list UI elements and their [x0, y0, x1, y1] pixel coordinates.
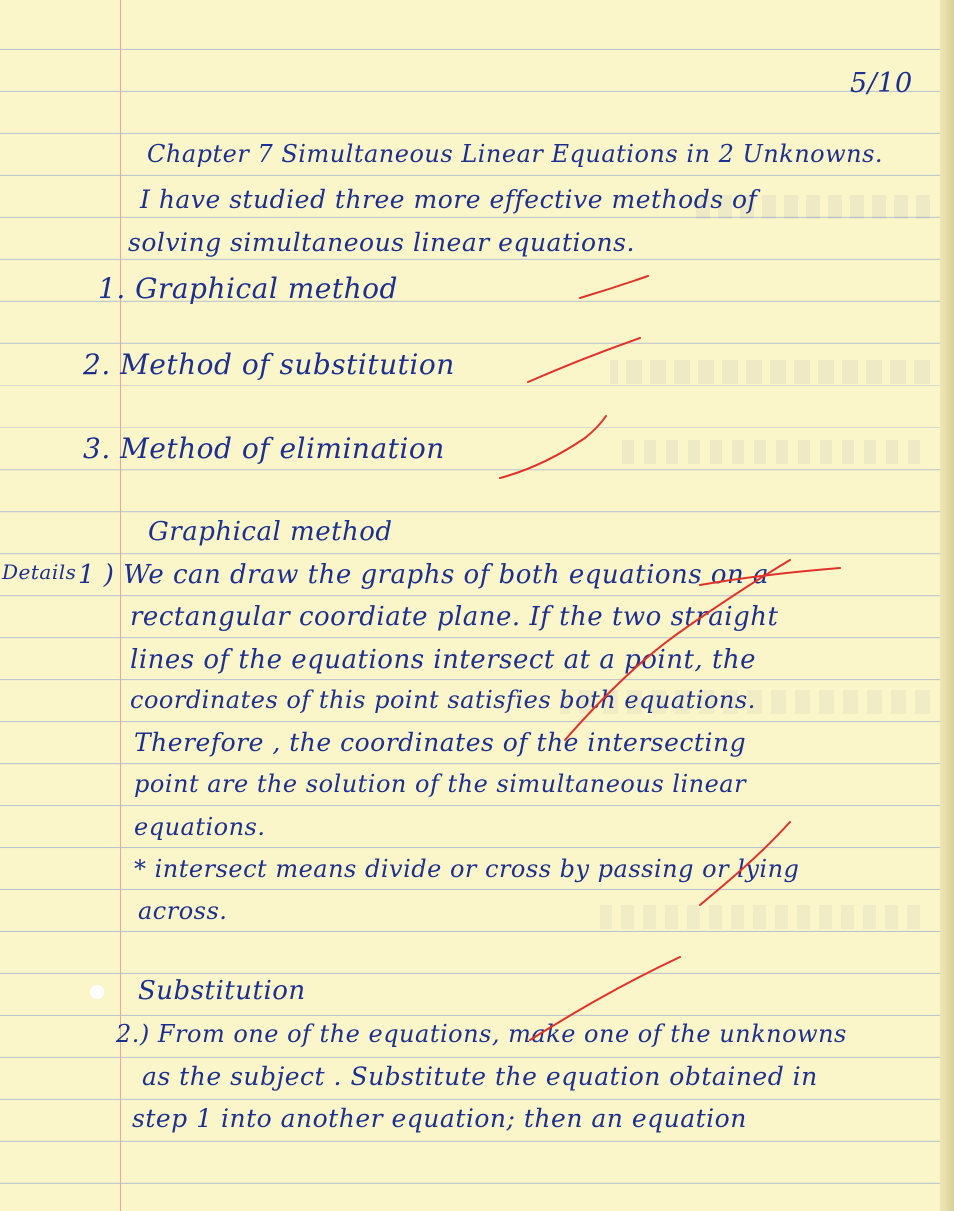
detail-line: * intersect means divide or cross by passing or lying	[134, 855, 800, 883]
red-tick-mark	[530, 957, 680, 1040]
method-item: 2. Method of substitution	[83, 348, 455, 381]
chapter-title: Chapter 7 Simultaneous Linear Equations in 2 Unknowns.	[147, 140, 884, 168]
red-tick-mark	[565, 560, 790, 740]
details-margin-label: Details	[2, 560, 77, 584]
red-underline-mark	[700, 568, 840, 585]
detail-line: 2.) From one of the equations, make one of the unknowns	[116, 1020, 847, 1048]
red-tick-mark	[700, 822, 790, 905]
detail-line: equations.	[134, 813, 266, 841]
intro-line: solving simultaneous linear equations.	[128, 228, 635, 257]
section-heading-substitution: Substitution	[138, 976, 306, 1006]
detail-line: 1 ) We can draw the graphs of both equations on a	[78, 560, 770, 590]
detail-line: coordinates of this point satisfies both equations.	[130, 686, 756, 714]
page-number: 5/10	[850, 68, 913, 99]
paper-blemish	[90, 985, 104, 999]
red-tick-mark	[580, 276, 648, 298]
red-tick-mark	[528, 338, 640, 382]
intro-line: I have studied three more effective methods of	[140, 185, 758, 214]
section-heading-graphical: Graphical method	[148, 517, 393, 547]
detail-line: point are the solution of the simultaneous linear	[134, 770, 747, 798]
detail-line: step 1 into another equation; then an equation	[132, 1104, 747, 1133]
detail-line: lines of the equations intersect at a point, the	[130, 645, 757, 675]
detail-line: as the subject . Substitute the equation obtained in	[142, 1062, 818, 1091]
red-tick-mark	[500, 416, 606, 478]
detail-line: across.	[138, 897, 228, 925]
method-item: 3. Method of elimination	[83, 432, 445, 465]
method-item: 1. Graphical method	[98, 272, 398, 305]
detail-line: Therefore , the coordinates of the intersecting	[134, 728, 747, 757]
detail-line: rectangular coordiate plane. If the two straight	[130, 602, 779, 632]
